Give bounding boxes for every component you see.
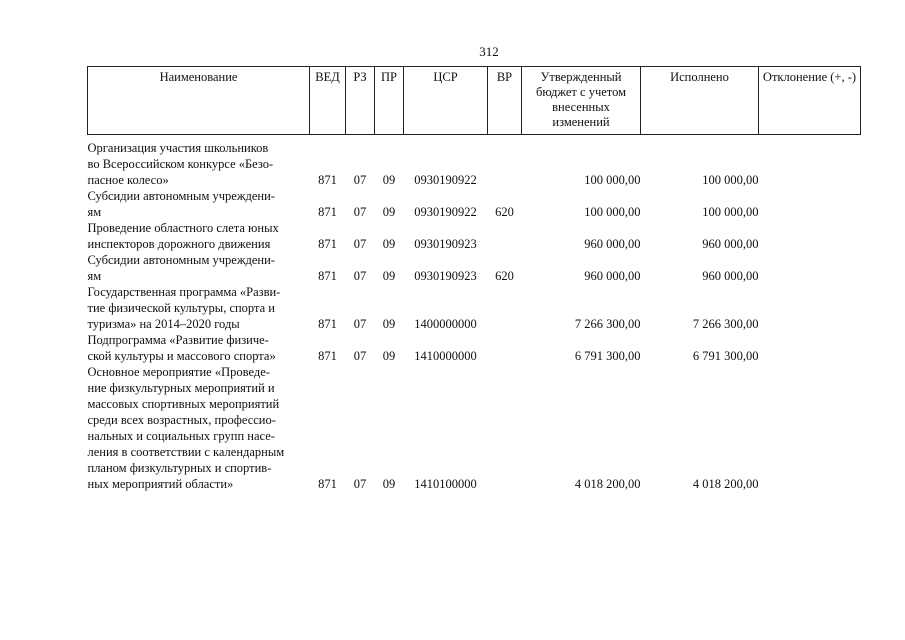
cell-executed: 100 000,00 xyxy=(702,205,759,219)
cell-deviation xyxy=(759,220,861,252)
table-row xyxy=(88,364,861,492)
cell-ved: 871 xyxy=(318,349,337,363)
cell-rz: 07 xyxy=(353,349,367,363)
cell-ved: 871 xyxy=(318,173,337,187)
cell-csr: 0930190923 xyxy=(414,237,477,251)
cell-csr: 0930190922 xyxy=(414,173,477,187)
cell-approved: 100 000,00 xyxy=(584,205,641,219)
cell-deviation xyxy=(759,364,861,492)
cell-rz: 07 xyxy=(353,269,367,283)
cell-name xyxy=(88,252,310,284)
table-header-row xyxy=(88,67,861,135)
table-row xyxy=(88,220,861,252)
cell-name-line: планом физкультурных и спортив- xyxy=(87,461,272,475)
cell-approved: 6 791 300,00 xyxy=(574,349,641,363)
cell-name-line: ям xyxy=(87,269,102,283)
cell-name-line: ской культуры и массового спорта» xyxy=(87,349,276,363)
cell-approved: 960 000,00 xyxy=(584,237,641,251)
cell-csr: 1410000000 xyxy=(414,349,477,363)
cell-name-line: ние физкультурных мероприятий и xyxy=(87,381,275,395)
table-body xyxy=(88,140,861,492)
cell-approved: 100 000,00 xyxy=(584,173,641,187)
cell-ved: 871 xyxy=(318,269,337,283)
cell-rz: 07 xyxy=(353,477,367,491)
cell-name-line: ления в соответствии с календарным xyxy=(87,445,285,459)
cell-name-line: инспекторов дорожного движения xyxy=(87,237,271,251)
cell-name xyxy=(88,188,310,220)
cell-pr: 09 xyxy=(382,349,396,363)
cell-ved: 871 xyxy=(318,237,337,251)
cell-deviation xyxy=(759,188,861,220)
cell-csr: 0930190923 xyxy=(414,269,477,283)
cell-name-line: ям xyxy=(87,205,102,219)
cell-pr: 09 xyxy=(382,269,396,283)
cell-rz: 07 xyxy=(353,205,367,219)
cell-executed: 4 018 200,00 xyxy=(692,477,759,491)
cell-csr: 1410100000 xyxy=(414,477,477,491)
cell-name-line: массовых спортивных мероприятий xyxy=(87,397,280,411)
cell-name-line: ных мероприятий области» xyxy=(87,477,234,491)
cell-pr: 09 xyxy=(382,205,396,219)
budget-execution-table xyxy=(87,66,861,492)
header-rz: РЗ xyxy=(346,67,375,135)
cell-rz: 07 xyxy=(353,173,367,187)
header-vr: ВР xyxy=(488,67,522,135)
cell-executed: 960 000,00 xyxy=(702,269,759,283)
cell-vr xyxy=(488,284,522,332)
cell-deviation xyxy=(759,284,861,332)
cell-approved: 7 266 300,00 xyxy=(574,317,641,331)
cell-name-line: Государственная программа «Разви- xyxy=(87,285,281,299)
cell-name-line: Основное мероприятие «Проведе- xyxy=(87,365,270,379)
cell-vr xyxy=(488,220,522,252)
cell-name-line: Подпрограмма «Развитие физиче- xyxy=(87,333,269,347)
cell-pr: 09 xyxy=(382,477,396,491)
header-csr: ЦСР xyxy=(404,67,488,135)
header-deviation: Отклонение (+, -) xyxy=(759,67,861,135)
cell-vr: 620 xyxy=(495,205,514,219)
cell-executed: 6 791 300,00 xyxy=(692,349,759,363)
cell-ved: 871 xyxy=(318,205,337,219)
cell-pr: 09 xyxy=(382,237,396,251)
cell-name-line: Организация участия школьников xyxy=(87,141,269,155)
cell-name-line: Субсидии автономным учреждени- xyxy=(87,189,275,203)
cell-vr xyxy=(488,332,522,364)
cell-name-line: среди всех возрастных, профессио- xyxy=(87,413,276,427)
cell-name xyxy=(88,364,310,492)
cell-name xyxy=(88,220,310,252)
page-number: 312 xyxy=(479,44,499,59)
cell-name xyxy=(88,284,310,332)
header-ved: ВЕД xyxy=(310,67,346,135)
cell-name-line: Субсидии автономным учреждени- xyxy=(87,253,275,267)
cell-vr: 620 xyxy=(495,269,514,283)
header-executed: Исполнено xyxy=(641,67,759,135)
cell-name-line: Проведение областного слета юных xyxy=(87,221,279,235)
cell-csr: 1400000000 xyxy=(414,317,477,331)
cell-executed: 7 266 300,00 xyxy=(692,317,759,331)
cell-approved: 4 018 200,00 xyxy=(574,477,641,491)
cell-deviation xyxy=(759,252,861,284)
cell-ved: 871 xyxy=(318,317,337,331)
cell-pr: 09 xyxy=(382,317,396,331)
cell-vr xyxy=(488,140,522,188)
cell-name xyxy=(88,140,310,188)
header-approved: Утвержденный бюджет с учетом внесенных изменений xyxy=(522,67,641,135)
cell-rz: 07 xyxy=(353,317,367,331)
cell-name xyxy=(88,332,310,364)
cell-name-line: пасное колесо» xyxy=(87,173,169,187)
cell-pr: 09 xyxy=(382,173,396,187)
header-pr: ПР xyxy=(375,67,404,135)
cell-vr xyxy=(488,364,522,492)
cell-name-line: туризма» на 2014–2020 годы xyxy=(87,317,240,331)
cell-executed: 100 000,00 xyxy=(702,173,759,187)
header-name: Наименование xyxy=(88,67,310,135)
cell-name-line: нальных и социальных групп насе- xyxy=(87,429,275,443)
table-row xyxy=(88,284,861,332)
cell-deviation xyxy=(759,140,861,188)
cell-deviation xyxy=(759,332,861,364)
cell-csr: 0930190922 xyxy=(414,205,477,219)
cell-name-line: во Всероссийском конкурсе «Безо- xyxy=(87,157,274,171)
table-row xyxy=(88,332,861,364)
table-row xyxy=(88,188,861,220)
cell-approved: 960 000,00 xyxy=(584,269,641,283)
table-row xyxy=(88,252,861,284)
cell-ved: 871 xyxy=(318,477,337,491)
table-row xyxy=(88,140,861,188)
cell-rz: 07 xyxy=(353,237,367,251)
cell-name-line: тие физической культуры, спорта и xyxy=(87,301,275,315)
cell-executed: 960 000,00 xyxy=(702,237,759,251)
